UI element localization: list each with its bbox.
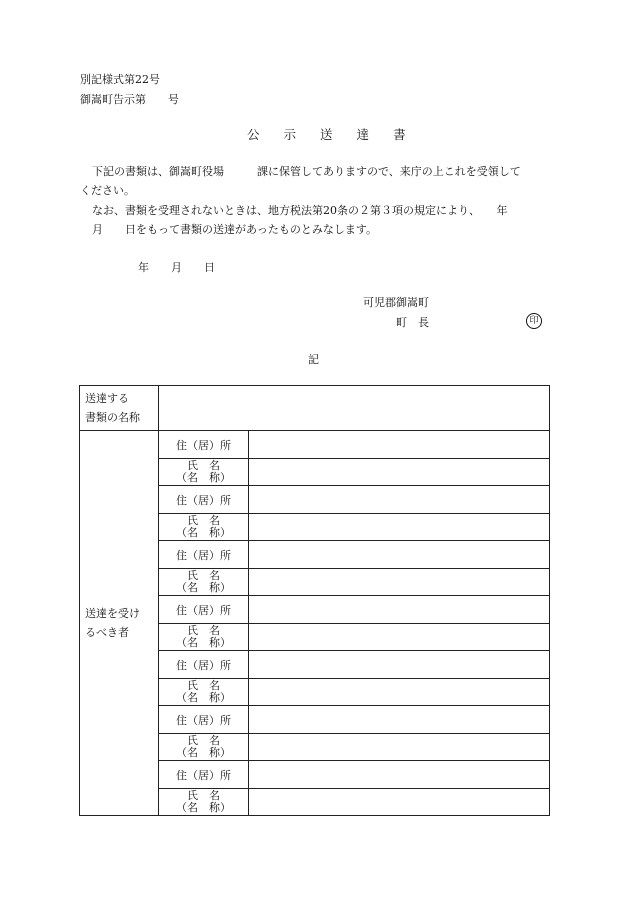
- recipient-label-line-1: 送達を受け: [85, 607, 140, 620]
- table-row: [80, 431, 550, 459]
- name-label: [159, 789, 249, 816]
- address-label: 住（居）所: [159, 761, 249, 789]
- name-label-line-1: 氏 名: [187, 459, 220, 472]
- seal-mark: 印: [526, 313, 542, 329]
- name-value[interactable]: [249, 679, 550, 706]
- name-label-line-1: 氏 名: [187, 624, 220, 637]
- name-label-line-2: （名 称）: [176, 691, 231, 704]
- ki-heading: 記: [308, 353, 319, 366]
- name-label-line-2: （名 称）: [176, 581, 231, 594]
- name-value[interactable]: [249, 624, 550, 651]
- form-label: 別記様式第22号: [80, 73, 160, 86]
- document-title: [247, 125, 406, 143]
- name-label-line-1: 氏 名: [187, 514, 220, 527]
- name-label-line-2: （名 称）: [176, 801, 231, 814]
- name-value[interactable]: [249, 459, 550, 486]
- title-char: 書: [393, 127, 406, 142]
- address-value[interactable]: [249, 431, 550, 459]
- name-label-line-2: （名 称）: [176, 746, 231, 759]
- name-label: [159, 679, 249, 706]
- name-label-line-1: 氏 名: [187, 569, 220, 582]
- name-value[interactable]: [249, 569, 550, 596]
- name-label: [159, 624, 249, 651]
- address-value[interactable]: [249, 651, 550, 679]
- title-char: 達: [356, 127, 370, 142]
- document-name-label-line-1: 送達する: [85, 392, 129, 405]
- body-paragraph-1-line-1: 下記の書類は、御嵩町役場 課に保管してありますので、来庁の上これを受領して: [92, 165, 521, 178]
- name-label-line-2: （名 称）: [176, 526, 231, 539]
- recipient-label-line-2: るべき者: [85, 626, 129, 639]
- notice-number: 御嵩町告示第 号: [80, 93, 179, 106]
- name-value[interactable]: [249, 789, 550, 816]
- issuer-town: 可児郡御嵩町: [363, 296, 429, 309]
- name-label-line-1: 氏 名: [187, 734, 220, 747]
- name-value[interactable]: [249, 734, 550, 761]
- name-label-line-1: 氏 名: [187, 679, 220, 692]
- address-label: 住（居）所: [159, 596, 249, 624]
- document-row: [80, 386, 550, 431]
- address-label: 住（居）所: [159, 431, 249, 459]
- name-label-line-1: 氏 名: [187, 789, 220, 802]
- name-label: [159, 734, 249, 761]
- name-label: [159, 514, 249, 541]
- address-value[interactable]: [249, 541, 550, 569]
- name-label: [159, 459, 249, 486]
- address-label: 住（居）所: [159, 541, 249, 569]
- address-label: 住（居）所: [159, 651, 249, 679]
- name-label-line-2: （名 称）: [176, 471, 231, 484]
- address-label: 住（居）所: [159, 486, 249, 514]
- body-paragraph-1-line-2: ください。: [80, 184, 135, 197]
- address-value[interactable]: [249, 486, 550, 514]
- issuer-mayor: 町 長: [396, 316, 429, 329]
- recipient-label: [80, 431, 159, 816]
- document-name-label-line-2: 書類の名称: [85, 411, 140, 424]
- address-label: 住（居）所: [159, 706, 249, 734]
- name-label-line-2: （名 称）: [176, 636, 231, 649]
- body-paragraph-2-line-2: 月 日をもって書類の送達があったものとみなします。: [92, 223, 378, 236]
- date-line: 年 月 日: [138, 261, 215, 274]
- document-name-label: [80, 386, 159, 431]
- name-value[interactable]: [249, 514, 550, 541]
- address-value[interactable]: [249, 761, 550, 789]
- address-value[interactable]: [249, 706, 550, 734]
- document-name-value[interactable]: [159, 386, 550, 431]
- name-label: [159, 569, 249, 596]
- address-value[interactable]: [249, 596, 550, 624]
- title-char: 送: [320, 127, 333, 142]
- title-char: 示: [283, 127, 297, 142]
- title-char: 公: [247, 127, 260, 142]
- body-paragraph-2-line-1: なお、書類を受理されないときは、地方税法第20条の２第３項の規定により、 年: [92, 204, 508, 217]
- recipient-table: [79, 385, 550, 816]
